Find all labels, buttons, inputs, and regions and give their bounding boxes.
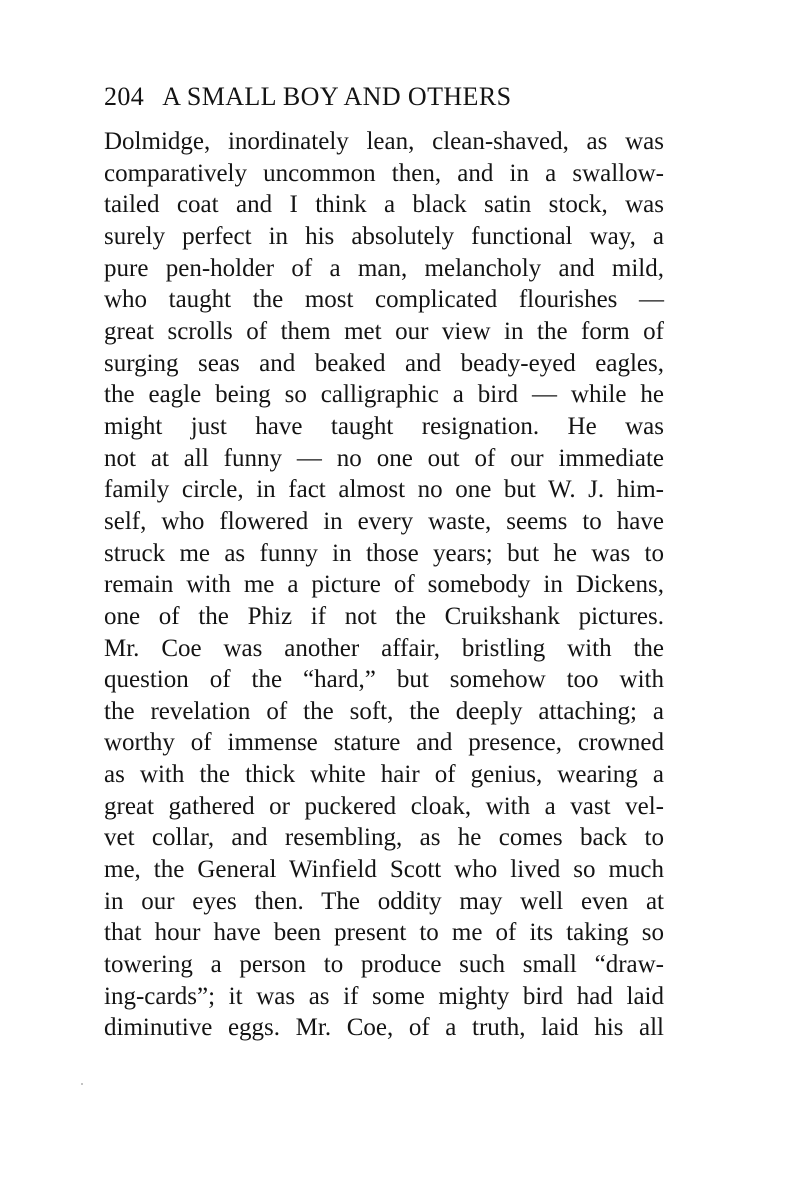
text-line: comparatively uncommon then, and in a swallow- [104, 159, 664, 187]
text-line: family circle, in fact almost no one but W. J. him- [104, 476, 664, 504]
running-header [104, 80, 674, 114]
text-line: might just have taught resignation. He was [104, 412, 664, 440]
text-line: struck me as funny in those years; but he was to [104, 539, 664, 567]
text-line: tailed coat and I think a black satin stock, was [104, 191, 664, 219]
text-line: diminutive eggs. Mr. Coe, of a truth, laid his all [104, 1014, 664, 1042]
text-line: question of the “hard,” but somehow too with [104, 666, 664, 694]
text-line: surely perfect in his absolutely functional way, a [104, 222, 664, 250]
text-line: vet collar, and resembling, as he comes back to [104, 824, 664, 852]
text-line: that hour have been present to me of its taking so [104, 919, 664, 947]
text-line: ing-cards”; it was as if some mighty bird had laid [104, 982, 664, 1010]
text-line: remain with me a picture of somebody in Dickens, [104, 571, 664, 599]
text-line: the revelation of the soft, the deeply attaching; a [104, 697, 664, 725]
text-line: one of the Phiz if not the Cruikshank pictures. [104, 602, 664, 630]
text-line: as with the thick white hair of genius, wearing a [104, 761, 664, 789]
text-line: who taught the most complicated flourishes — [104, 286, 664, 314]
text-line: pure pen-holder of a man, melancholy and mild, [104, 254, 664, 282]
text-line: towering a person to produce such small “draw- [104, 951, 664, 979]
scan-speck [81, 1083, 83, 1085]
page-number: 204 [104, 82, 145, 111]
text-line: great scrolls of them met our view in the form of [104, 317, 664, 345]
text-line: the eagle being so calligraphic a bird — while he [104, 381, 664, 409]
text-line: me, the General Winfield Scott who lived so much [104, 856, 664, 884]
running-title: A SMALL BOY AND OTHERS [162, 82, 512, 111]
text-line: not at all funny — no one out of our immediate [104, 444, 664, 472]
text-line: worthy of immense stature and presence, crowned [104, 729, 664, 757]
text-line: great gathered or puckered cloak, with a vast vel- [104, 792, 664, 820]
text-line: self, who flowered in every waste, seems to have [104, 507, 664, 535]
body-text [104, 126, 664, 1044]
text-line: Mr. Coe was another affair, bristling with the [104, 634, 664, 662]
text-line: in our eyes then. The oddity may well even at [104, 887, 664, 915]
text-line: surging seas and beaked and beady-eyed eagles, [104, 349, 664, 377]
text-line: Dolmidge, inordinately lean, clean-shaved, as was [104, 128, 664, 155]
